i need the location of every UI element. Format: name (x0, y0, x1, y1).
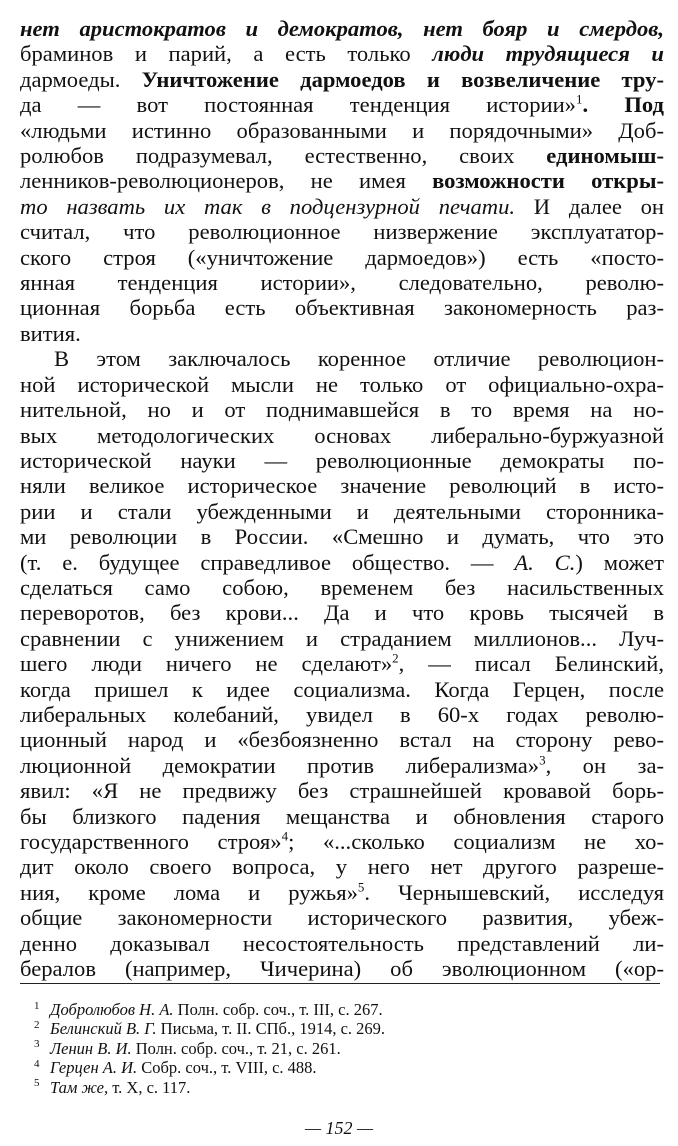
text-line (20, 931, 664, 956)
footnote-author: Там же, (50, 1077, 109, 1097)
text-line (20, 473, 664, 498)
text-run: то назвать их так в подцензурной печати. (20, 193, 516, 219)
text-run: да — вот постоянная тенденция истории» (20, 92, 576, 118)
text-run: шего люди ничего не сделают» (20, 651, 393, 677)
text-run: государственного строя» (20, 829, 282, 854)
text-run: ленников-революционеров, не имея (20, 168, 433, 194)
text-line (20, 118, 664, 143)
footnote-author: Герцен А. И. (50, 1058, 138, 1078)
footnote-item: 1 Добролюбов Н. А. Полн. собр. соч., т. III, с. 267. (34, 999, 383, 1019)
text-run: бералов (например, Чичерина) об эволюционном («ор- (20, 956, 664, 982)
footnote-ref: 2 (392, 651, 399, 666)
text-run: нет аристократов и демократов, нет бояр и смердов, (20, 16, 664, 41)
footnote-reference: Собр. соч., т. VIII, с. 488. (137, 1058, 317, 1078)
text-line (20, 143, 664, 168)
text-run: ной исторической мысли не только от официально-охра- (20, 371, 664, 397)
footnote-item: 3 Ленин В. И. Полн. собр. соч., т. 21, с. 261. (34, 1038, 341, 1058)
text-run: ционный народ и «безбоязненно встал на сторону рево- (20, 727, 664, 753)
text-run: ского строя («уничтожение дармоедов») есть «посто- (20, 244, 664, 270)
page-body (20, 16, 664, 981)
text-run: дит около своего вопроса, у него нет другого разреше- (20, 854, 664, 880)
text-run: . Чернышевский, исследуя (364, 879, 664, 905)
text-line (20, 854, 664, 879)
text-line (20, 499, 664, 524)
text-line (20, 270, 664, 295)
footnote-ref: 3 (539, 752, 546, 768)
text-line (20, 880, 664, 905)
footnote-ref: 5 (357, 879, 365, 895)
footnote-author: Добролюбов Н. А. (50, 1000, 174, 1019)
text-run: А. С. (514, 549, 576, 575)
text-line (20, 168, 664, 193)
text-run: браминов и парий, а есть только (20, 41, 433, 67)
text-line (20, 397, 664, 422)
text-run: няли великое историческое значение революций в исто- (20, 473, 664, 499)
footnote-author: Белинский В. Г. (50, 1019, 157, 1039)
text-run: люди трудящиеся и (432, 41, 664, 67)
footnote-reference: Полн. собр. соч., т. 21, с. 261. (131, 1038, 341, 1058)
text-run: . Под (582, 92, 664, 118)
text-run: вых методологических основах либерально-буржуазной (20, 422, 664, 448)
text-run: сравнении с унижением и страданием миллионов... Луч- (20, 625, 664, 651)
text-run: исторической науки — революционные демократы по- (20, 447, 664, 473)
page-number: — 152 — (304, 1118, 373, 1138)
text-line (20, 677, 664, 702)
text-line (20, 372, 664, 397)
text-run: ми революции в России. «Смешно и думать, что это (20, 524, 664, 550)
text-line (20, 956, 664, 981)
text-run: рии и стали убежденными и деятельными сторонника- (20, 498, 664, 524)
text-run: общие закономерности исторического развития, убеж- (20, 905, 664, 931)
text-line (20, 600, 664, 625)
text-run: ционная борьба есть объективная закономерность раз- (20, 295, 664, 321)
text-line (20, 245, 664, 270)
text-line (20, 219, 664, 244)
footnotes (34, 999, 652, 1097)
text-run: ) может (575, 549, 664, 575)
footnote-item: 4 Герцен А. И. Собр. соч., т. VIII, с. 488. (34, 1057, 317, 1078)
text-line (20, 905, 664, 930)
text-line (20, 575, 664, 600)
text-line (20, 67, 664, 92)
text-line (20, 778, 664, 803)
text-run: Уничтожение дармоедов и возвеличение тру- (141, 66, 664, 92)
text-run: сделаться само собою, временем без насильственных (20, 574, 664, 600)
text-run: считал, что революционное низвержение эксплуататор- (20, 219, 664, 245)
text-run: В этом заключалось коренное отличие революцион- (54, 346, 664, 372)
text-line (20, 702, 664, 727)
text-line (20, 727, 664, 752)
text-line (20, 626, 664, 651)
text-line (20, 346, 664, 371)
text-run: либеральных колебаний, увидел в 60-х годах револю- (20, 701, 664, 727)
text-line (20, 92, 664, 117)
footnote-item: 5 Там же, т. X, с. 117. (34, 1077, 191, 1097)
text-run: явил: «Я не предвижу без страшнейшей кровавой борь- (20, 778, 664, 804)
text-run: (т. е. будущее справедливое общество. — (20, 549, 515, 575)
text-line (20, 321, 664, 346)
text-run: вития. (20, 320, 81, 346)
text-line (20, 423, 664, 448)
text-run: когда пришел к идее социализма. Когда Герцен, после (20, 676, 664, 702)
footnote-ref: 4 (281, 829, 289, 844)
text-run: , он за- (545, 752, 664, 778)
text-run: , — писал Белинский, (398, 651, 664, 677)
footnote-item: 2 Белинский В. Г. Письма, т. II. СПб., 1914, с. 269. (34, 1018, 386, 1039)
text-line (20, 16, 664, 41)
text-run: люционной демократии против либерализма» (20, 752, 540, 778)
text-run: возможности откры- (432, 168, 664, 194)
text-line (20, 194, 664, 219)
text-run: переворотов, без крови... Да и что кровь тысячей в (20, 600, 664, 626)
text-line (20, 41, 664, 66)
paragraph-2 (20, 346, 664, 981)
footnote-ref: 1 (575, 92, 583, 107)
paragraph-1 (20, 16, 664, 346)
text-line (20, 829, 664, 854)
text-line (20, 804, 664, 829)
text-line (20, 524, 664, 549)
text-line (20, 753, 664, 778)
text-line (20, 295, 664, 320)
text-run: ; «...сколько социализм не хо- (288, 829, 664, 854)
text-run: денно доказывал несостоятельность представлений ли- (20, 930, 664, 956)
text-run: дармоеды. (20, 66, 142, 92)
footnote-reference: Полн. собр. соч., т. III, с. 267. (173, 1000, 383, 1019)
text-line (20, 448, 664, 473)
text-run: бы близкого падения мещанства и обновления старого (20, 803, 664, 829)
footnote-reference: Письма, т. II. СПб., 1914, с. 269. (156, 1019, 386, 1039)
text-run: «людьми истинно образованными и порядочными» Доб- (20, 117, 664, 143)
footnote-divider (20, 983, 660, 984)
text-run: И далее он (515, 193, 664, 219)
text-line (20, 651, 664, 676)
text-run: ролюбов подразумевал, естественно, своих (20, 143, 547, 169)
text-line (20, 550, 664, 575)
text-run: единомыш- (546, 143, 664, 169)
footnote-reference: т. X, с. 117. (108, 1077, 191, 1097)
text-run: ния, кроме лома и ружья» (20, 879, 358, 905)
footnote-author: Ленин В. И. (50, 1038, 132, 1058)
text-run: нительной, но и от поднимавшейся в то время на но- (20, 397, 664, 423)
text-run: янная тенденция истории», следовательно, револю- (20, 270, 664, 296)
